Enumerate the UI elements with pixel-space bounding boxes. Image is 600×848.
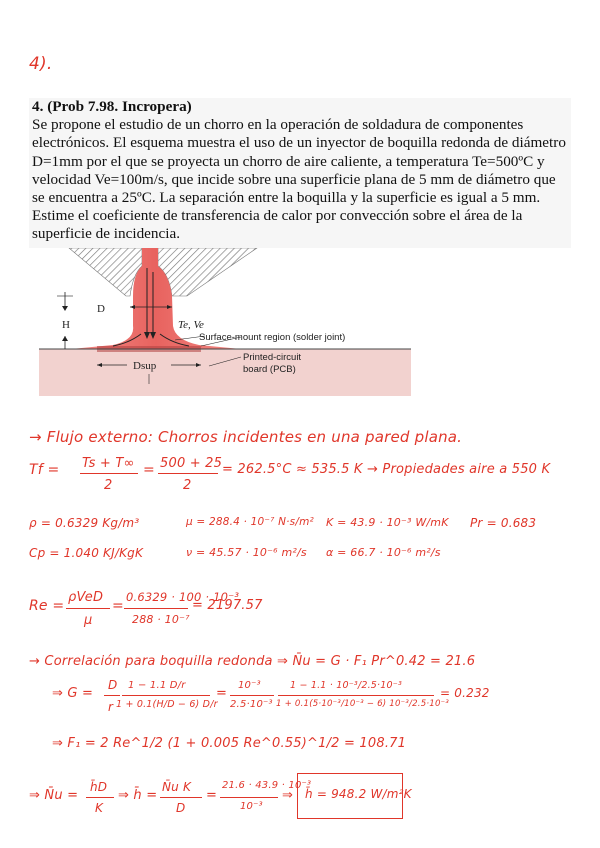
h-frac3-den: 10⁻³: [240, 801, 263, 812]
re-result: = 2197.57: [192, 598, 263, 613]
kinematic-viscosity-value: ν = 45.57 · 10⁻⁶ m²/s: [186, 546, 307, 559]
problem-statement: [29, 98, 571, 398]
diffusivity-value: α = 66.7 · 10⁻⁶ m²/s: [326, 546, 441, 559]
f1-equation: ⇒ F₁ = 2 Re^1/2 (1 + 0.005 Re^0.55)^1/2 = 108.71: [52, 736, 407, 751]
re-frac1-den: μ: [84, 613, 93, 628]
problem-line: electrónicos. El esquema muestra el uso de un inyector de boquilla redonda de diámetro: [32, 134, 566, 152]
fraction-bar: [158, 473, 218, 474]
fraction-bar: [160, 797, 202, 798]
g-result: = 0.232: [440, 686, 490, 700]
specific-heat-value: Cp = 1.040 KJ/KgK: [29, 546, 144, 560]
dimension-H-label: H: [62, 319, 70, 331]
jet-schematic-figure: [29, 248, 571, 398]
g-frac3-den: 2.5·10⁻³: [230, 699, 273, 710]
correlation-line: → Correlación para boquilla redonda ⇒ N̄u = G · F₁ Pr^0.42 = 21.6: [29, 654, 476, 669]
surface-mount-label: Surface-mount region (solder joint): [199, 332, 346, 343]
pcb-board: [39, 349, 411, 396]
solution-intro-line: → Flujo externo: Chorros incidentes en una pared plana.: [29, 428, 463, 446]
tf-frac1-num: Ts + T∞: [82, 456, 135, 471]
density-value: ρ = 0.6329 Kg/m³: [29, 516, 140, 530]
fraction-bar: [104, 695, 120, 696]
g-frac2-num: 1 − 1.1 D/r: [128, 680, 186, 691]
h-frac1-den: K: [95, 801, 104, 815]
fraction-bar: [80, 473, 138, 474]
fraction-bar: [86, 797, 114, 798]
h-frac2-num: N̄u K: [162, 780, 192, 794]
dimension-D-label: D: [97, 303, 105, 315]
g-eq: =: [216, 686, 228, 701]
tf-frac2-den: 2: [183, 478, 192, 493]
h-eq: =: [206, 788, 218, 803]
g-frac4-num: 1 − 1.1 · 10⁻³/2.5·10⁻³: [290, 680, 402, 691]
g-lhs: ⇒ G =: [52, 686, 94, 701]
tf-frac2-num: 500 + 25: [160, 456, 223, 471]
fraction-bar: [230, 695, 274, 696]
problem-number: 4).: [29, 54, 53, 74]
g-frac1-den: r: [108, 700, 114, 714]
h-arrow: ⇒: [282, 788, 294, 803]
tf-result: = 262.5°C ≈ 535.5 K → Propiedades aire a 550 K: [222, 462, 551, 477]
tf-eq: =: [143, 462, 155, 478]
fraction-bar: [122, 695, 210, 696]
re-frac2-num: 0.6329 · 100 · 10⁻³: [126, 590, 240, 604]
fraction-bar: [124, 608, 188, 609]
g-frac1-num: D: [108, 678, 118, 692]
problem-title: 4. (Prob 7.98. Incropera): [32, 98, 192, 115]
problem-line: Estime el coeficiente de transferencia de calor por convección sobre el área de la: [32, 207, 523, 225]
pcb-label-line1: Printed-circuit: [243, 352, 302, 363]
re-frac1-num: ρVeD: [68, 590, 104, 605]
dimension-Dsup-label: Dsup: [133, 360, 157, 372]
problem-line: velocidad Ve=100m/s, que incide sobre una superficie plana de 5 mm de diámetro que: [32, 170, 556, 188]
g-frac4-den: 1 + 0.1(5·10⁻³/10⁻³ − 6) 10⁻³/2.5·10⁻³: [276, 699, 450, 709]
h-frac1-num: h̄D: [90, 780, 108, 794]
fraction-bar: [66, 608, 110, 609]
tf-frac1-den: 2: [104, 478, 113, 493]
h-lhs: ⇒ N̄u =: [29, 788, 79, 803]
problem-text: [29, 98, 571, 244]
problem-line: Se propone el estudio de un chorro en la operación de soldadura de componentes: [32, 116, 524, 134]
h-mid: ⇒ h̄ =: [118, 788, 158, 803]
conductivity-value: K = 43.9 · 10⁻³ W/mK: [326, 516, 449, 529]
problem-line: D=1mm por el que se proyecta un chorro de aire caliente, a temperatura Te=500ºC y: [32, 152, 545, 170]
problem-line: se encuentra a 25ºC. La separación entre la boquilla y la superficie es igual a 5 mm.: [32, 189, 541, 207]
pcb-label-line2: board (PCB): [243, 364, 296, 375]
re-eq: =: [112, 598, 124, 614]
jet-conditions-label: Te, Ve: [178, 319, 204, 331]
h-frac3-num: 21.6 · 43.9 · 10⁻³: [222, 780, 312, 791]
problem-line: superficie de incidencia.: [32, 225, 181, 243]
final-result: h̄ = 948.2 W/m²K: [305, 787, 412, 801]
re-lhs: Re =: [29, 598, 65, 614]
h-frac2-den: D: [176, 801, 186, 815]
prandtl-value: Pr = 0.683: [470, 516, 537, 530]
fraction-bar: [220, 797, 278, 798]
viscosity-value: μ = 288.4 · 10⁻⁷ N·s/m²: [186, 516, 314, 528]
tf-lhs: Tf =: [29, 462, 60, 478]
fraction-bar: [278, 695, 434, 696]
g-frac3-num: 10⁻³: [238, 680, 261, 691]
re-frac2-den: 288 · 10⁻⁷: [132, 613, 190, 626]
g-frac2-den: 1 + 0.1(H/D − 6) D/r: [116, 699, 218, 710]
